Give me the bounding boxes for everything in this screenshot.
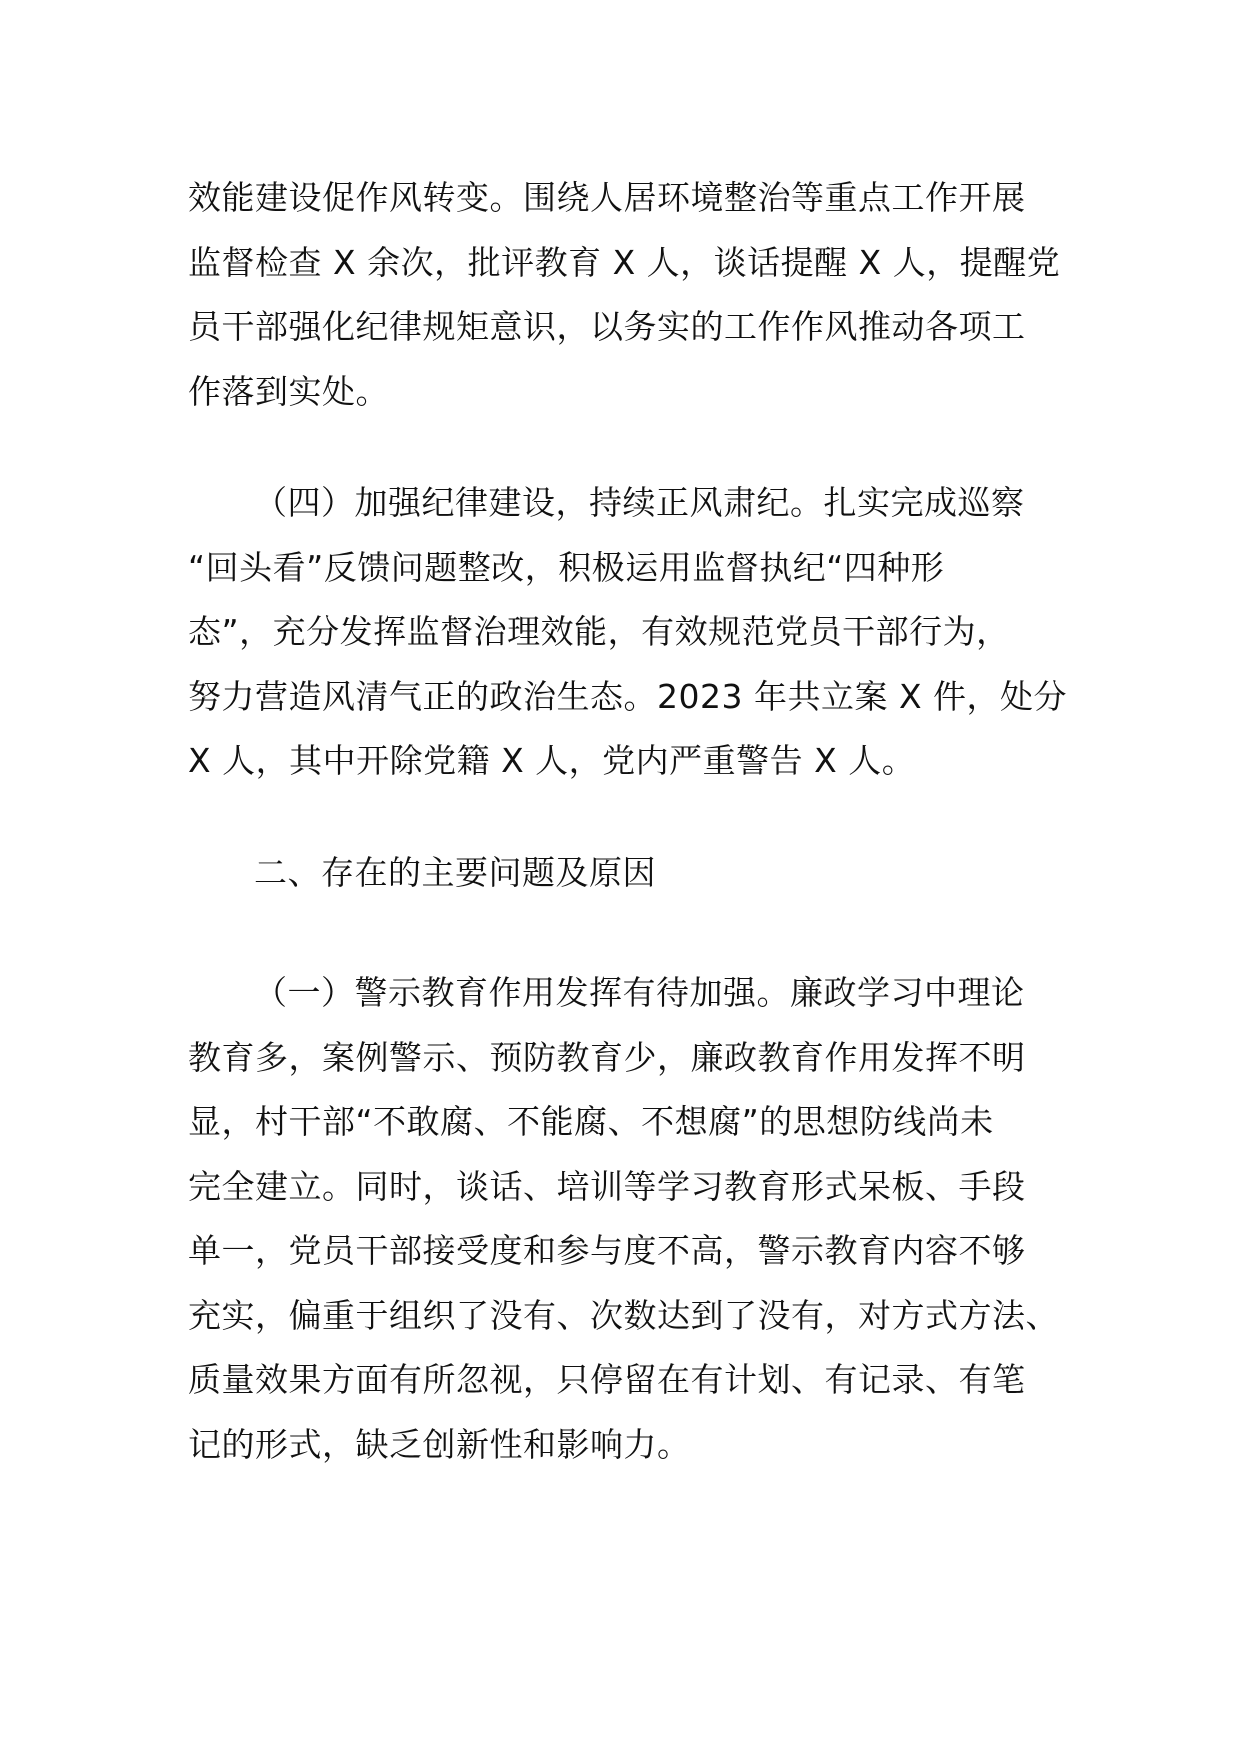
text-line: 态”，充分发挥监督治理效能，有效规范党员干部行为， bbox=[188, 612, 1010, 651]
text-line: 监督检查 X 余次，批评教育 X 人，谈话提醒 X 人，提醒党 bbox=[188, 242, 1061, 282]
paragraph-warning-education bbox=[188, 961, 1068, 1477]
text-line: 质量效果方面有所忽视，只停留在有计划、有记录、有笔 bbox=[188, 1360, 1026, 1399]
paragraph-efficiency-continued bbox=[188, 166, 1068, 424]
text-line: （一）警示教育作用发挥有待加强。廉政学习中理论 bbox=[254, 973, 1025, 1012]
text-line: （四）加强纪律建设，持续正风肃纪。扎实完成巡察 bbox=[254, 483, 1025, 522]
section-heading-problems bbox=[188, 841, 1068, 906]
text-line: 努力营造风清气正的政治生态。2023 年共立案 X 件，处分 bbox=[188, 676, 1068, 716]
text-line: 记的形式，缺乏创新性和影响力。 bbox=[188, 1424, 691, 1464]
paragraph-discipline-building bbox=[188, 471, 1068, 794]
text-line: 显，村干部“不敢腐、不能腐、不想腐”的思想防线尚未 bbox=[188, 1102, 994, 1141]
text-line: “回头看”反馈问题整改，积极运用监督执纪“四种形 bbox=[188, 547, 945, 587]
section-heading: 二、存在的主要问题及原因 bbox=[254, 853, 656, 892]
text-line: 作落到实处。 bbox=[188, 371, 389, 411]
text-line: 单一，党员干部接受度和参与度不高，警示教育内容不够 bbox=[188, 1231, 1026, 1270]
text-line: 完全建立。同时，谈话、培训等学习教育形式呆板、手段 bbox=[188, 1166, 1026, 1206]
text-line: 教育多，案例警示、预防教育少，廉政教育作用发挥不明 bbox=[188, 1037, 1026, 1077]
text-line: 充实，偏重于组织了没有、次数达到了没有，对方式方法、 bbox=[188, 1295, 1059, 1335]
text-line: X 人，其中开除党籍 X 人，党内严重警告 X 人。 bbox=[188, 741, 916, 780]
text-line: 员干部强化纪律规矩意识，以务实的工作作风推动各项工 bbox=[188, 307, 1026, 346]
text-line: 效能建设促作风转变。围绕人居环境整治等重点工作开展 bbox=[188, 178, 1026, 217]
